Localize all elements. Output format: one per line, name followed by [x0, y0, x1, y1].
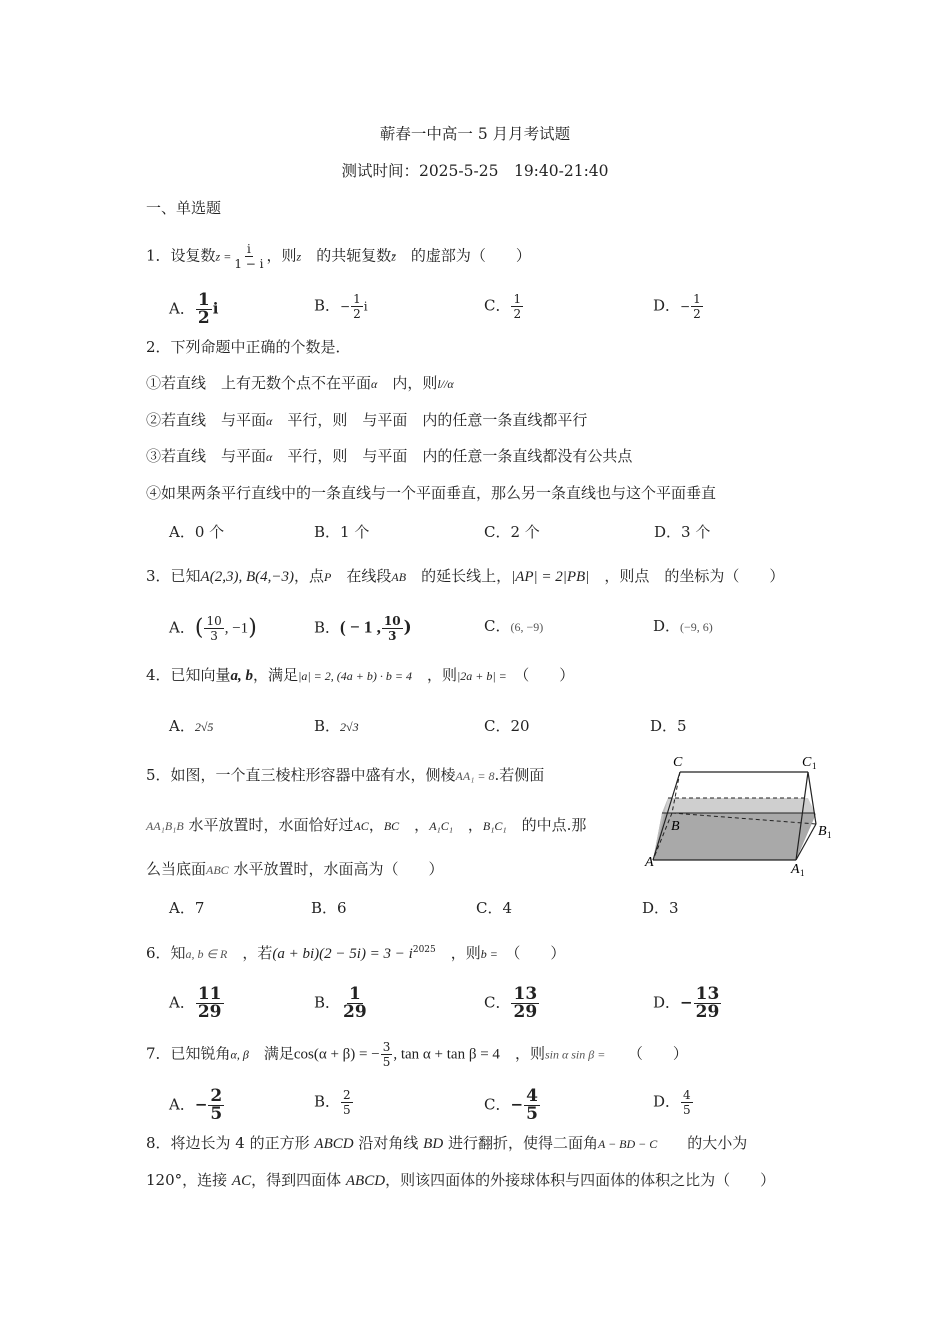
q2-statement-3: ③若直线 与平面α 平行，则 与平面 内的任意一条直线都没有公共点: [146, 447, 633, 465]
prism-figure: [640, 748, 840, 878]
q3-option-b[interactable]: B．( − 1 , $\frac{10}{3}$ ): [314, 614, 412, 643]
exam-title: 蕲春一中高一 5 月月考试题: [379, 125, 571, 143]
question-5-line-1: 5．如图，一个直三棱柱形容器中盛有水，侧棱AA₁ = 8.若侧面: [146, 766, 545, 784]
q5-option-c[interactable]: C．4: [476, 899, 513, 917]
q4-option-d[interactable]: D．5: [650, 717, 687, 735]
q3-option-a[interactable]: A．( $\frac{10}{3}$ , −1): [169, 614, 257, 643]
q4-option-c[interactable]: C．20: [484, 717, 530, 735]
fig-label-c1: C: [802, 755, 812, 770]
fig-label-b1: B: [818, 824, 827, 839]
fig-label-a1: A: [791, 862, 800, 877]
q4-option-a[interactable]: A．2√5: [169, 717, 214, 735]
q7-option-a[interactable]: A．− $\frac{2}{5}$: [169, 1086, 223, 1124]
q6-option-d[interactable]: D．− $\frac{13}{29}$: [653, 984, 720, 1022]
q1-option-a[interactable]: A． $\frac{1}{2}$ i: [169, 290, 219, 328]
q5-option-b[interactable]: B．6: [311, 899, 347, 917]
question-5-line-3: 么当底面ABC 水平放置时，水面高为（ ）: [146, 860, 444, 878]
q6-option-a[interactable]: A． $\frac{11}{29}$: [169, 984, 222, 1022]
q7-option-d[interactable]: D． $\frac{4}{5}$: [653, 1088, 691, 1117]
section-heading: 一、单选题: [146, 199, 222, 217]
q5-option-d[interactable]: D．3: [642, 899, 679, 917]
question-3-stem: 3．已知A(2,3), B(4,−3)，点P 在线段AB 的延长线上，|AP| = 2|PB| ，则点 的坐标为（ ）: [146, 567, 785, 585]
question-5-line-2: AA₁B₁B 水平放置时，水面恰好过AC，BC ，A₁C₁ ，B₁C₁ 的中点.那: [146, 816, 587, 834]
q7-option-c[interactable]: C．− $\frac{4}{5}$: [484, 1086, 538, 1124]
q2-option-c[interactable]: C．2 个: [484, 523, 540, 541]
fig-label-a: A: [645, 855, 654, 870]
question-8-line-2: 120°，连接 AC，得到四面体 ABCD，则该四面体的外接球体积与四面体的体积之比为（ ）: [146, 1171, 776, 1189]
question-4-stem: 4．已知向量a, b，满足|a| = 2, (4a + b) · b = 4 ，则|2a + b| = （ ）: [146, 666, 575, 684]
q2-option-d[interactable]: D．3 个: [654, 523, 711, 541]
q2-option-a[interactable]: A．0 个: [169, 523, 225, 541]
question-7-stem: 7．已知锐角α, β 满足cos(α + β) = − $\frac{3}{5}$ , tan α + tan β = 4 ，则sin α sin β = （ ）: [146, 1040, 688, 1069]
q6-option-c[interactable]: C． $\frac{13}{29}$: [484, 984, 538, 1022]
q1-option-c[interactable]: C． $\frac{1}{2}$: [484, 292, 522, 321]
q2-statement-4: ④如果两条平行直线中的一条直线与一个平面垂直，那么另一条直线也与这个平面垂直: [146, 484, 717, 502]
question-6-stem: 6．知a, b ∈ R ，若$(a + bi)(2 - 5i) = 3 - i^{2025}$ ，则b = （ ）: [146, 944, 566, 962]
question-2-stem: 2．下列命题中正确的个数是．: [146, 338, 351, 356]
q1-option-d[interactable]: D．− $\frac{1}{2}$: [653, 292, 701, 321]
question-8-line-1: 8．将边长为 4 的正方形 ABCD 沿对角线 BD 进行翻折，使得二面角A − BD − C 的大小为: [146, 1134, 748, 1152]
q3-option-d[interactable]: D．(−9, 6): [653, 617, 713, 635]
fig-label-c: C: [673, 755, 683, 770]
q2-option-b[interactable]: B．1 个: [314, 523, 370, 541]
q3-option-c[interactable]: C．(6, −9): [484, 617, 544, 635]
q6-option-b[interactable]: B． $\frac{1}{29}$: [314, 984, 367, 1022]
fig-sub-c1: 1: [812, 761, 817, 771]
exam-time: 测试时间：2025-5-25 19:40-21:40: [341, 162, 609, 180]
q2-statement-1: ①若直线 上有无数个点不在平面α 内，则l//α: [146, 374, 454, 392]
fig-sub-a1: 1: [800, 868, 805, 878]
fig-sub-b1: 1: [827, 830, 832, 840]
question-1-stem: 1．设复数z = $\frac{i}{1 - i}$ ，则z 的共轭复数z̄ 的虚部为（ ）: [146, 242, 531, 271]
q1-option-b[interactable]: B．− $\frac{1}{2}$ i: [314, 292, 368, 321]
q4-option-b[interactable]: B．2√3: [314, 717, 359, 735]
q7-option-b[interactable]: B． $\frac{2}{5}$: [314, 1088, 351, 1117]
q2-statement-2: ②若直线 与平面α 平行，则 与平面 内的任意一条直线都平行: [146, 411, 588, 429]
q5-option-a[interactable]: A．7: [169, 899, 205, 917]
fig-label-b: B: [671, 819, 680, 834]
